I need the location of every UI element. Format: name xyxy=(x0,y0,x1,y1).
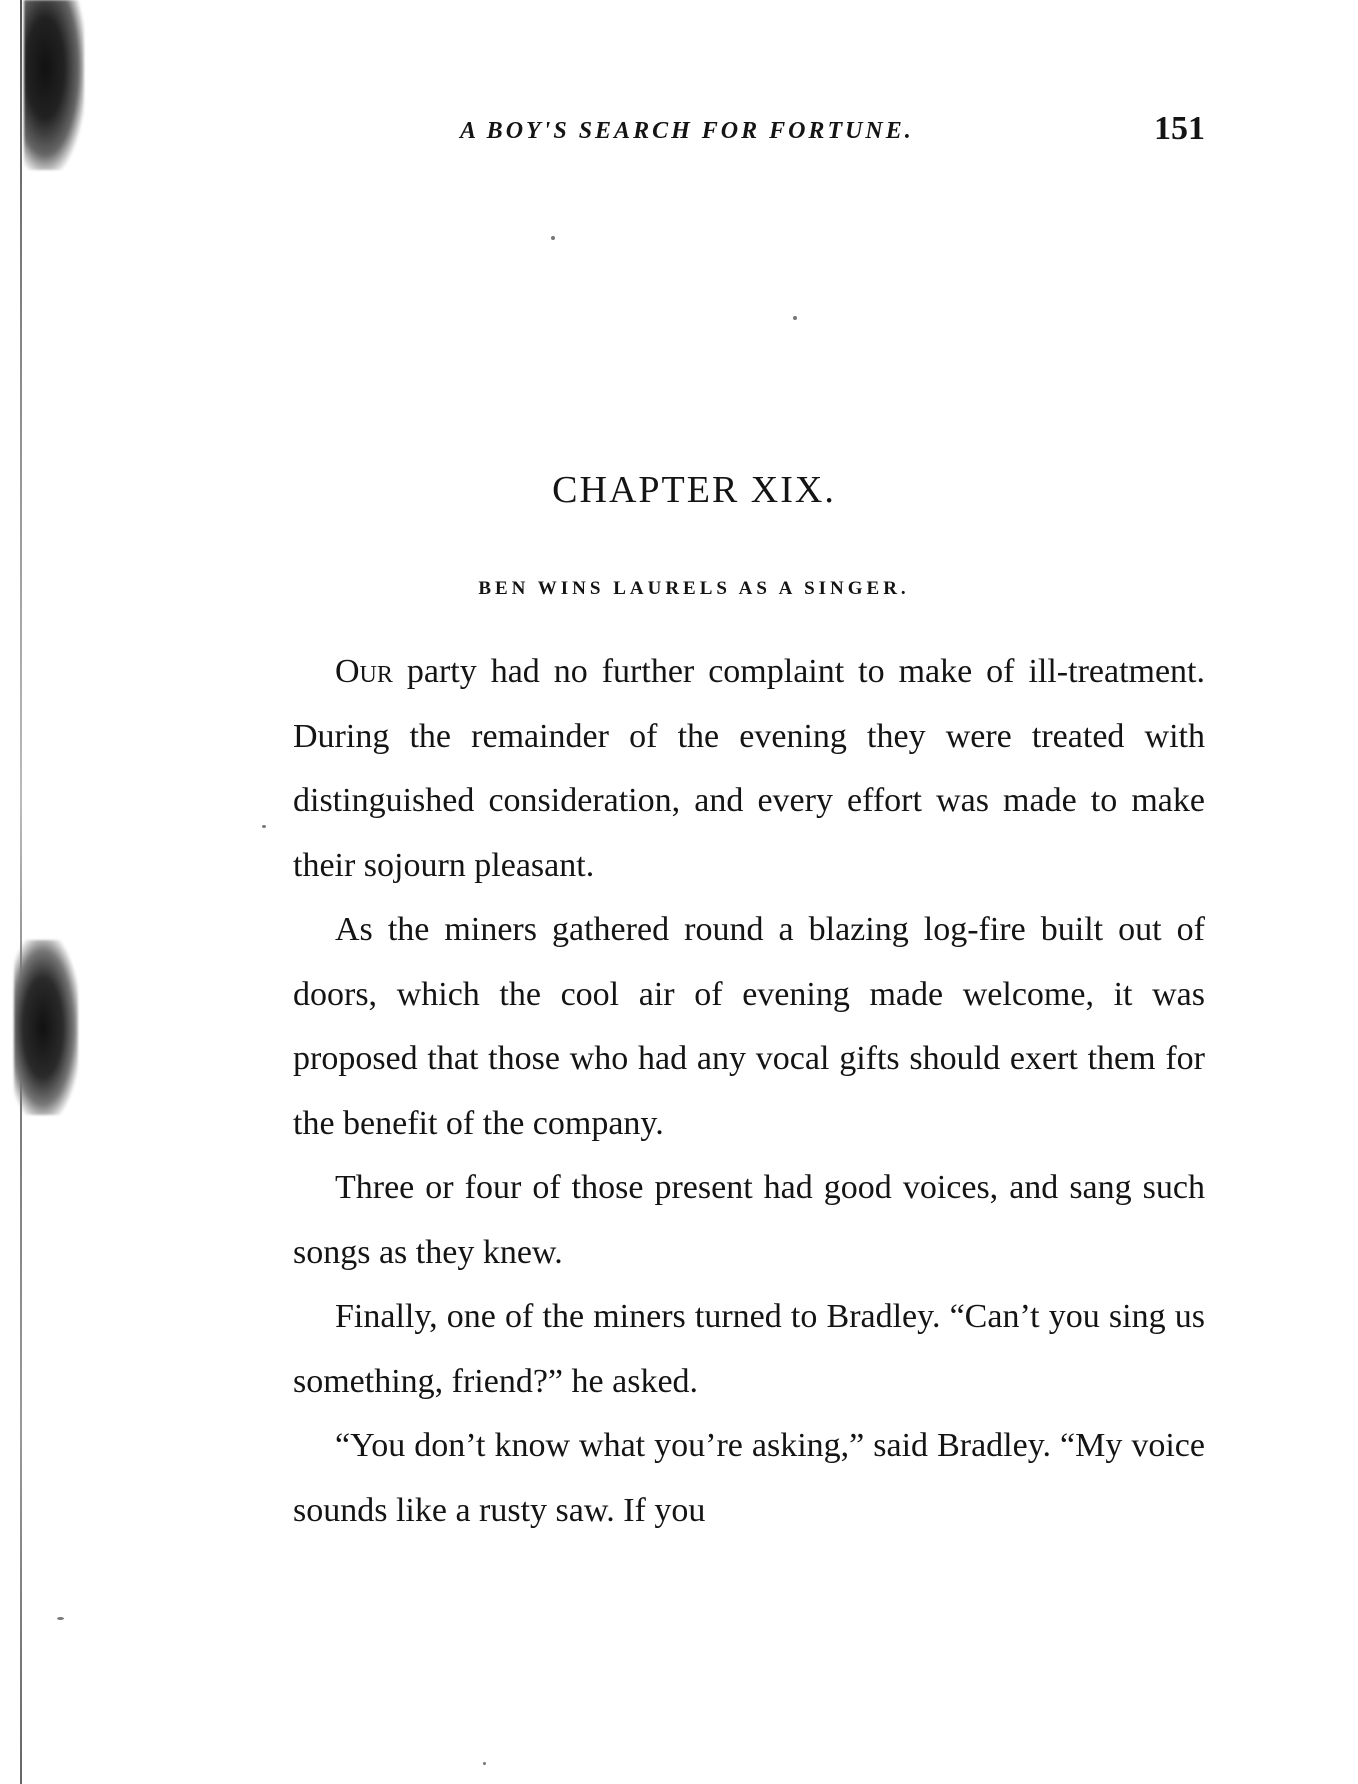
scan-speck xyxy=(551,236,555,240)
body-text xyxy=(293,640,1205,1543)
paragraph-lead: Our xyxy=(335,653,393,690)
paragraph xyxy=(293,1156,1205,1285)
running-head xyxy=(460,110,1205,160)
chapter-title: CHAPTER XIX. xyxy=(552,469,836,511)
scan-speck xyxy=(57,1617,64,1620)
scan-speck xyxy=(262,825,266,828)
paragraph-text: As the miners gathered round a blazing log-fire built out of doors, which the cool air of evening made welcome, it was proposed that those who had any vocal gifts should exert them for the benefit of the company. xyxy=(293,911,1205,1142)
paragraph-text: Three or four of those present had good voices, and sang such songs as they knew. xyxy=(293,1169,1205,1271)
paragraph xyxy=(293,640,1205,898)
paragraph-text: “You don’t know what you’re asking,” said Bradley. “My voice sounds like a rusty saw. If you xyxy=(293,1427,1205,1529)
paragraph xyxy=(293,1414,1205,1543)
scan-speck xyxy=(793,316,797,320)
scan-smudge xyxy=(24,0,84,170)
paragraph-text: Finally, one of the miners turned to Bradley. “Can’t you sing us something, friend?” he asked. xyxy=(293,1298,1205,1400)
paragraph xyxy=(293,898,1205,1156)
scan-speck xyxy=(483,1762,486,1765)
running-title: A BOY'S SEARCH FOR FORTUNE. xyxy=(460,118,914,144)
binding-edge xyxy=(20,0,22,1784)
scan-smudge xyxy=(14,940,78,1115)
page-number: 151 xyxy=(1154,110,1205,147)
paragraph xyxy=(293,1285,1205,1414)
chapter-subtitle: BEN WINS LAURELS AS A SINGER. xyxy=(478,578,910,599)
paragraph-text: party had no further complaint to make of ill-treatment. During the remainder of the evening they were treated with distinguished consideration, and every effort was made to make their sojourn pleasant. xyxy=(293,653,1205,884)
